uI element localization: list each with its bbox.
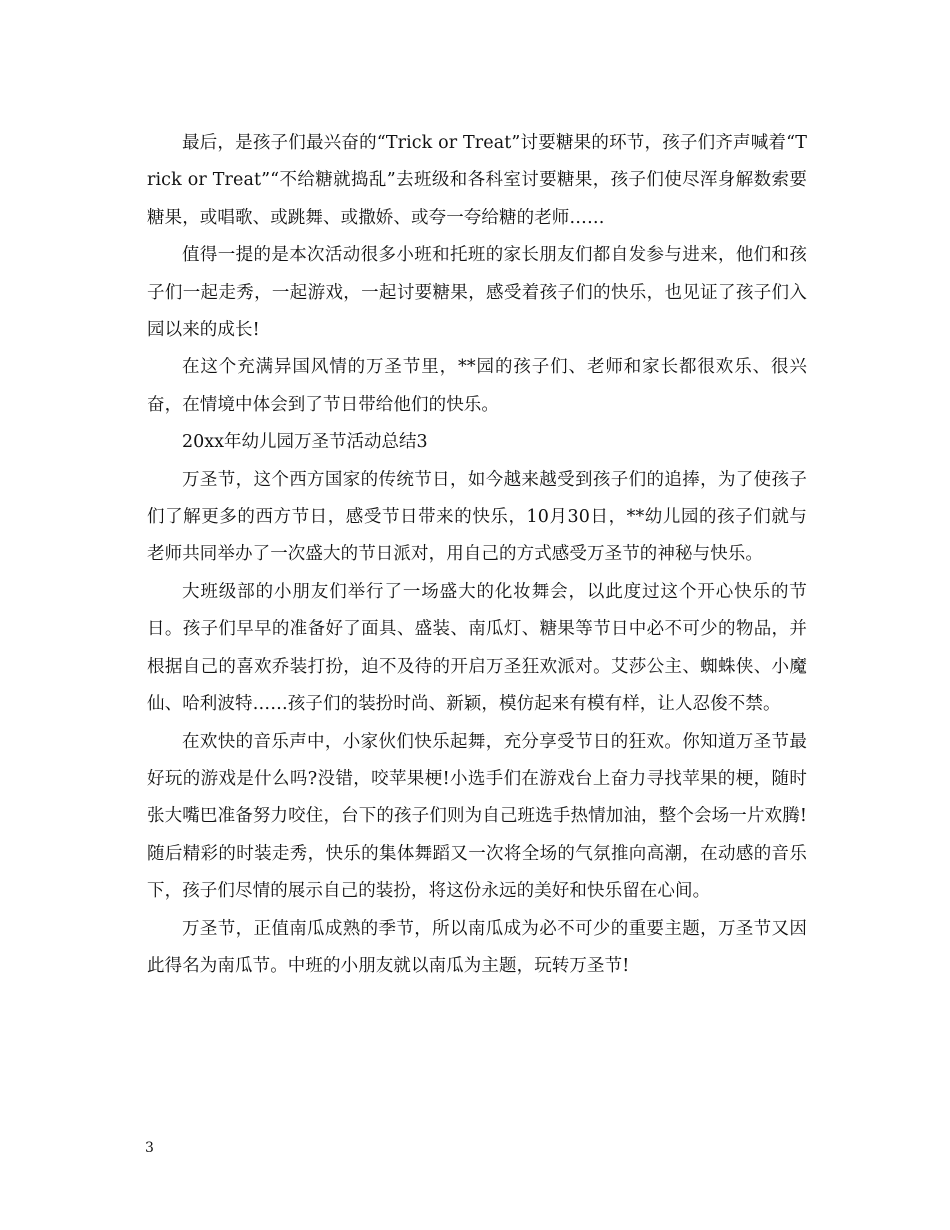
page-number: 3 [145, 1140, 154, 1156]
paragraph-parents-participation: 值得一提的是本次活动很多小班和托班的家长朋友们都自发参与进来，他们和孩子们一起走秀，一起游戏，一起讨要糖果，感受着孩子们的快乐，也见证了孩子们入园以来的成长! [147, 245, 807, 341]
paragraph-festival-summary: 在这个充满异国风情的万圣节里，**园的孩子们、老师和家长都很欢乐、很兴奋，在情境中体会到了节日带给他们的快乐。 [147, 357, 807, 415]
paragraph-halloween-intro: 万圣节，这个西方国家的传统节日，如今越来越受到孩子们的追捧，为了使孩子们了解更多的西方节日，感受节日带来的快乐，10月30日，**幼儿园的孩子们就与老师共同举办了一次盛大的节日派对，用自己的方式感受万圣节的神秘与快乐。 [147, 469, 807, 565]
paragraph-costume-party: 大班级部的小朋友们举行了一场盛大的化妆舞会，以此度过这个开心快乐的节日。孩子们早早的准备好了面具、盛装、南瓜灯、糖果等节日中必不可少的物品，并根据自己的喜欢乔装打扮，迫不及待的开启万圣狂欢派对。艾莎公主、蜘蛛侠、小魔仙、哈利波特……孩子们的装扮时尚、新颖，模仿起来有模有样，让人忍俊不禁。 [147, 581, 807, 715]
paragraph-games: 在欢快的音乐声中，小家伙们快乐起舞，充分享受节日的狂欢。你知道万圣节最好玩的游戏是什么吗?没错，咬苹果梗!小选手们在游戏台上奋力寻找苹果的梗，随时张大嘴巴准备努力咬住，台下的孩子们则为自己班选手热情加油，整个会场一片欢腾!随后精彩的时装走秀，快乐的集体舞蹈又一次将全场的气氛推向高潮，在动感的音乐下，孩子们尽情的展示自己的装扮，将这份永远的美好和快乐留在心间。 [147, 731, 807, 902]
paragraph-pumpkin-theme: 万圣节，正值南瓜成熟的季节，所以南瓜成为必不可少的重要主题，万圣节又因此得名为南瓜节。中班的小朋友就以南瓜为主题，玩转万圣节! [147, 918, 807, 976]
section-heading: 20xx年幼儿园万圣节活动总结3 [182, 432, 428, 453]
document-body [147, 125, 807, 985]
paragraph-trick-or-treat: 最后，是孩子们最兴奋的“Trick or Treat”讨要糖果的环节，孩子们齐声喊着“Trick or Treat”“不给糖就捣乱”去班级和各科室讨要糖果，孩子们使尽浑身解数索要糖果，或唱歌、或跳舞、或撒娇、或夸一夸给糖的老师…… [147, 133, 807, 228]
